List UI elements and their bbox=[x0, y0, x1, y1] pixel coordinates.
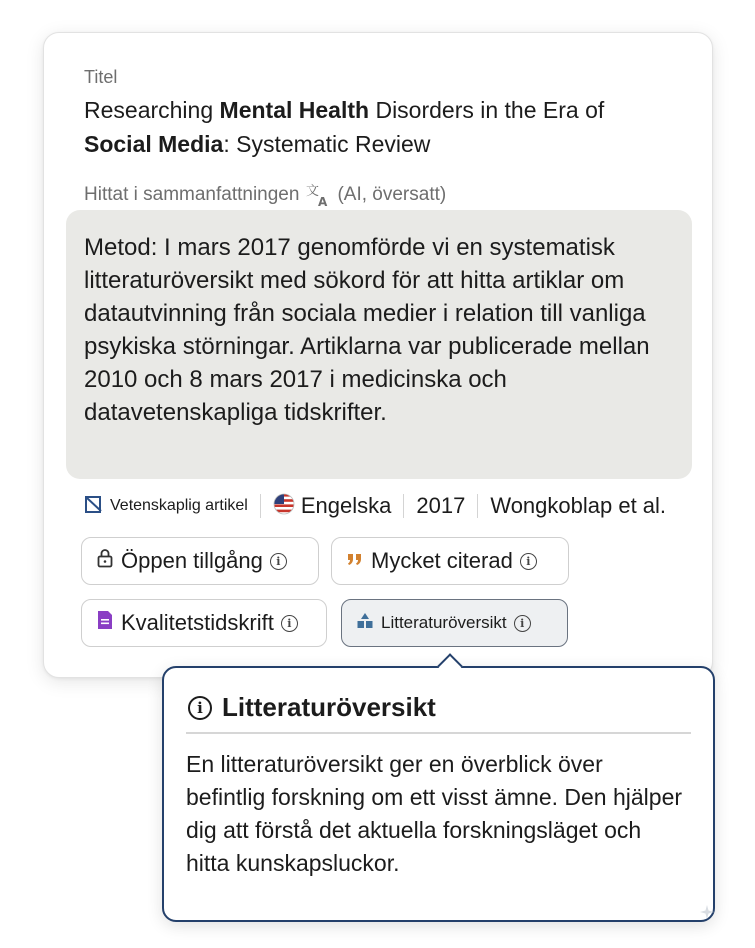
year-label: 2017 bbox=[416, 493, 466, 518]
literature-review-badge[interactable] bbox=[341, 599, 568, 647]
translated-label: (AI, översatt) bbox=[337, 184, 447, 205]
popover-title: Litteraturöversikt bbox=[222, 692, 436, 722]
popover-body: En litteraturöversikt ger en överblick över befintlig forskning om ett visst ämne. Den hjälper dig att förstå det aktuella forskningsläget och hitta kunskapsluckor. bbox=[186, 751, 683, 876]
svg-text:文: 文 bbox=[306, 184, 320, 199]
popover-divider bbox=[186, 732, 691, 734]
found-in-abstract-row bbox=[84, 182, 446, 208]
journal-icon bbox=[96, 610, 114, 636]
popover-header bbox=[188, 692, 436, 723]
language bbox=[273, 493, 392, 520]
quality-journal-label: Kvalitetstidskrift bbox=[121, 610, 274, 635]
info-icon[interactable]: i bbox=[270, 553, 287, 570]
open-access-label: Öppen tillgång bbox=[121, 548, 263, 573]
info-icon[interactable]: i bbox=[514, 615, 531, 632]
info-icon[interactable]: i bbox=[520, 553, 537, 570]
info-icon[interactable]: i bbox=[281, 615, 298, 632]
sparkle-icon bbox=[700, 905, 714, 919]
translate-icon bbox=[305, 182, 331, 208]
literature-review-popover bbox=[162, 666, 715, 922]
meta-divider bbox=[260, 494, 261, 518]
meta-divider bbox=[477, 494, 478, 518]
quote-icon bbox=[346, 548, 364, 574]
literature-review-label: Litteraturöversikt bbox=[381, 613, 507, 632]
shapes-icon bbox=[356, 610, 374, 636]
lock-icon bbox=[96, 548, 114, 574]
highly-cited-badge[interactable] bbox=[331, 537, 569, 585]
highly-cited-label: Mycket citerad bbox=[371, 548, 513, 573]
paper-title[interactable]: Researching Mental Health Disorders in the Era of Social Media: Systematic Review bbox=[84, 97, 605, 157]
meta-row bbox=[84, 491, 666, 521]
info-icon: i bbox=[188, 696, 212, 720]
svg-text:A: A bbox=[318, 195, 328, 208]
result-card bbox=[43, 32, 713, 678]
open-access-badge[interactable] bbox=[81, 537, 319, 585]
quality-journal-badge[interactable] bbox=[81, 599, 327, 647]
meta-divider bbox=[403, 494, 404, 518]
us-flag-icon bbox=[273, 493, 295, 520]
language-label: Engelska bbox=[300, 493, 392, 518]
abstract-text: Metod: I mars 2017 genomförde vi en systematisk litteraturöversikt med sökord för att hitta artiklar om datautvinning från sociala medier i relation till vanliga psykiska störningar. Artiklarna var publicerade mellan 2010 och 8 mars 2017 i medicinska och datavetenskapliga tidskrifter. bbox=[66, 210, 692, 479]
year bbox=[416, 493, 465, 519]
authors bbox=[490, 493, 666, 519]
article-type-label: Vetenskaplig artikel bbox=[110, 497, 248, 514]
article-type bbox=[84, 494, 248, 519]
title-label: Titel bbox=[84, 67, 118, 87]
authors-label: Wongkoblap et al. bbox=[490, 493, 667, 518]
found-label: Hittat i sammanfattningen bbox=[84, 184, 300, 205]
article-icon bbox=[84, 494, 104, 519]
